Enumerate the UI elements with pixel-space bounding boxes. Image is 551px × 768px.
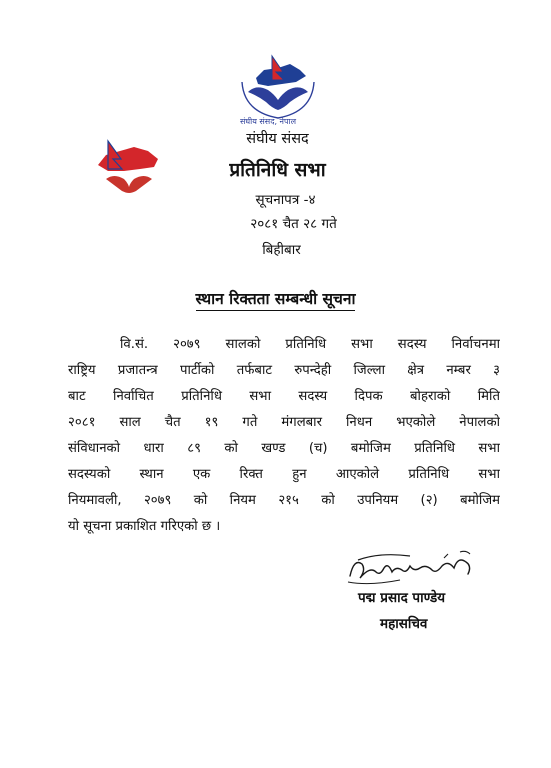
signer-title: महासचिव [380,616,428,632]
handwritten-signature-icon [340,546,490,588]
notice-subject-text: स्थान रिक्तता सम्बन्धी सूचना [196,290,356,311]
body-line: वि.सं. २०७९ सालको प्रतिनिधि सभा सदस्य निर्वाचनमा [120,337,500,352]
signer-name: पद्म प्रसाद पाण्डेय [358,590,446,606]
notice-weekday: बिहीबार [262,242,301,258]
body-line: नियमावली, २०७९ को नियम २१५ को उपनियम (२) बमोजिम [68,493,500,508]
body-line: यो सूचना प्रकाशित गरिएको छ । [68,519,221,534]
body-line: राष्ट्रिय प्रजातन्त्र पार्टीको तर्फबाट रुपन्देही जिल्ला क्षेत्र नम्बर ३ [68,363,500,378]
house-name: प्रतिनिधि सभा [229,159,326,181]
notice-subject [0,287,551,309]
body-line: सदस्यको स्थान एक रिक्त हुन आएकोले प्रतिनिधि सभा [68,467,500,482]
notice-date: २०८१ चैत २८ गते [250,216,337,232]
organization-name: संघीय संसद [246,131,309,147]
body-line: बाट निर्वाचित प्रतिनिधि सभा सदस्य दिपक बोहराको मिति [68,389,500,404]
parliament-hands-emblem-icon [226,52,330,130]
notice-number: सूचनापत्र -४ [255,192,316,208]
body-line: संविधानको धारा ८९ को खण्ड (च) बमोजिम प्रतिनिधि सभा [68,441,500,456]
notice-body [68,332,500,540]
body-line: २०८१ साल चैत १९ गते मंगलबार निधन भएकोले नेपालको [68,415,500,430]
top-emblem-seal-text: संघीय संसद, नेपाल [240,117,297,126]
